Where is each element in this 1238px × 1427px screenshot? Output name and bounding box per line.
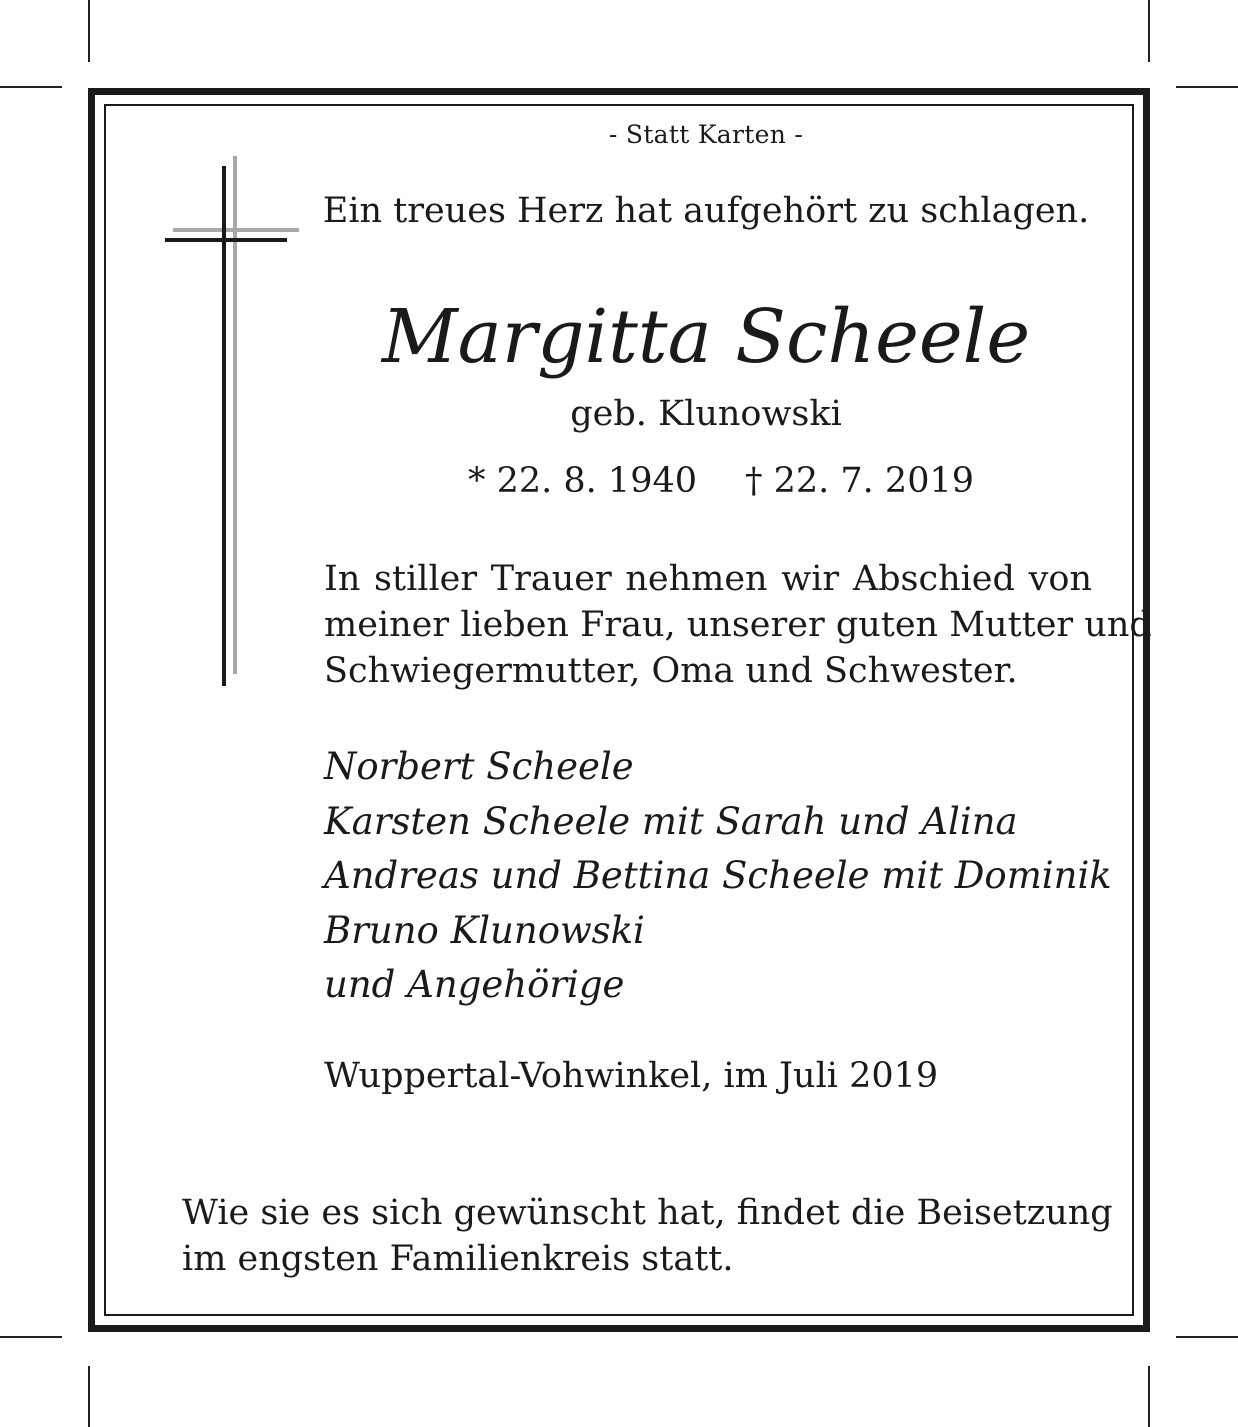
- motto: Ein treues Herz hat aufgehört zu schlagen.: [322, 191, 1090, 231]
- mourning-message: [324, 556, 1152, 694]
- cross-shadow-horizontal: [173, 228, 299, 232]
- message-line: In stiller Trauer nehmen wir Abschied von: [324, 559, 1092, 599]
- cross-vertical-bar: [222, 166, 226, 686]
- burial-notice: [182, 1190, 1113, 1282]
- burial-notice-line: im engsten Familienkreis statt.: [182, 1239, 734, 1279]
- cross-shadow-vertical: [233, 156, 237, 674]
- crop-mark-bottom-right: [1148, 1366, 1150, 1427]
- statt-karten-notice: - Statt Karten -: [608, 120, 804, 149]
- cross-horizontal-bar: [165, 238, 287, 242]
- place-and-date: Wuppertal-Vohwinkel, im Juli 2019: [324, 1056, 939, 1096]
- mourner-name: Norbert Scheele: [324, 745, 634, 788]
- message-line: meiner lieben Frau, unserer guten Mutter und: [324, 605, 1152, 645]
- birth-date: * 22. 8. 1940: [468, 461, 698, 501]
- crop-mark-top-left: [88, 0, 90, 62]
- mourner-name: Bruno Klunowski: [324, 908, 645, 952]
- mourners-list: [324, 740, 1112, 1013]
- message-line: Schwiegermutter, Oma und Schwester.: [324, 651, 1018, 691]
- crop-mark-left-bottom: [0, 1336, 62, 1338]
- crop-mark-left-top: [0, 86, 62, 88]
- crop-mark-right-bottom: [1176, 1336, 1238, 1338]
- deceased-name: Margitta Scheele: [381, 294, 1031, 380]
- mourner-name: Andreas und Bettina Scheele mit Dominik: [324, 854, 1112, 897]
- mourner-name: Karsten Scheele mit Sarah und Alina: [324, 799, 1018, 843]
- mourner-name: und Angehörige: [324, 963, 625, 1006]
- crop-mark-right-top: [1176, 86, 1238, 88]
- crop-mark-bottom-left: [88, 1366, 90, 1427]
- birth-name: geb. Klunowski: [570, 394, 842, 434]
- crop-mark-top-right: [1148, 0, 1150, 62]
- inner-border: [104, 104, 1152, 1316]
- death-date: † 22. 7. 2019: [745, 461, 975, 501]
- burial-notice-line: Wie sie es sich gewünscht hat, findet die Beisetzung: [182, 1193, 1113, 1233]
